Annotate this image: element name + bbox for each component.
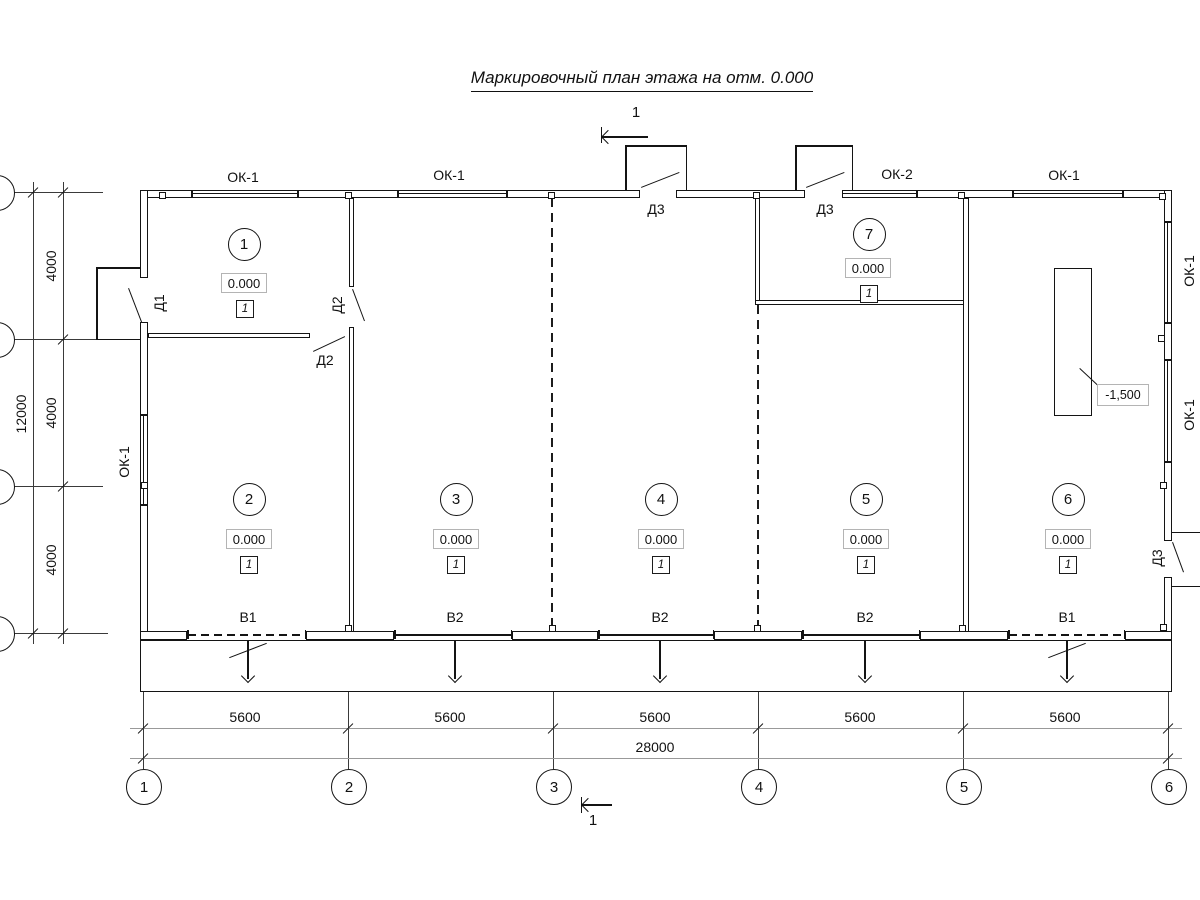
- vent-end-tick: [802, 630, 804, 639]
- dimension-value: 5600: [639, 709, 671, 725]
- wall-pier: [1125, 631, 1172, 640]
- wall-pier: [512, 631, 598, 640]
- section-arrow-left-icon: [581, 798, 595, 812]
- vent-end-tick: [394, 630, 396, 639]
- dimension-value: 4000: [43, 397, 59, 429]
- porch-wall: [686, 145, 688, 190]
- dimension-value: 5600: [229, 709, 261, 725]
- pit-outline: [1054, 268, 1092, 416]
- window-symbol: [1164, 360, 1172, 462]
- dashed-partition-line: [757, 305, 759, 631]
- room-zone-box: 1: [236, 300, 254, 318]
- vent-label: В2: [446, 609, 464, 625]
- grid-bubble: 4: [741, 769, 777, 805]
- wall-segment: [140, 190, 148, 278]
- axis-junction-marker: [959, 625, 966, 632]
- vent-end-tick: [598, 630, 600, 639]
- grid-bubble: 6: [1151, 769, 1187, 805]
- door-label: Д3: [1149, 549, 1165, 567]
- vent-label: В1: [1058, 609, 1076, 625]
- exterior-step-line: [1172, 532, 1200, 533]
- vent-opening-line: [803, 634, 919, 636]
- vent-opening-line: [599, 634, 713, 636]
- axis-junction-marker: [345, 625, 352, 632]
- door-label: Д2: [316, 352, 334, 368]
- room-number-bubble: 4: [645, 483, 678, 516]
- partition-wall: [963, 198, 969, 632]
- grid-bubble: [0, 469, 15, 505]
- vent-opening-line: [1009, 634, 1124, 636]
- axis-junction-marker: [159, 192, 166, 199]
- vent-end-tick: [187, 630, 189, 639]
- window-symbol: [192, 190, 298, 198]
- room-elevation: 0.000: [221, 273, 267, 293]
- door-leaf-d3: [641, 172, 680, 188]
- porch-wall: [96, 339, 140, 341]
- axis-junction-marker: [549, 625, 556, 632]
- wall-segment: [1164, 323, 1172, 360]
- vent-end-tick: [511, 630, 513, 639]
- room-number-bubble: 3: [440, 483, 473, 516]
- window-label: ОК-2: [881, 166, 913, 182]
- room-number-bubble: 7: [853, 218, 886, 251]
- porch-wall: [96, 267, 140, 269]
- dimension-line: [63, 182, 64, 644]
- axis-junction-marker: [958, 192, 965, 199]
- room-zone-box: 1: [447, 556, 465, 574]
- pit-elevation-label: -1,500: [1097, 384, 1149, 406]
- axis-junction-marker: [548, 192, 555, 199]
- window-label: ОК-1: [1048, 167, 1080, 183]
- axis-junction-marker: [345, 192, 352, 199]
- wall-segment: [1164, 462, 1172, 541]
- dimension-line: [130, 728, 1182, 729]
- window-label: ОК-1: [227, 169, 259, 185]
- vent-end-tick: [919, 630, 921, 639]
- window-symbol: [398, 190, 507, 198]
- room-number-bubble: 2: [233, 483, 266, 516]
- wall-pier: [140, 631, 187, 640]
- room-zone-box: 1: [1059, 556, 1077, 574]
- blind-area-band: [140, 640, 1172, 692]
- axis-junction-marker: [1160, 624, 1167, 631]
- room-number-bubble: 5: [850, 483, 883, 516]
- door-label: Д3: [647, 201, 665, 217]
- window-symbol: [140, 415, 148, 505]
- porch-wall: [795, 145, 797, 190]
- dimension-value: 4000: [43, 250, 59, 282]
- vent-opening-line: [395, 634, 511, 636]
- extension-line: [13, 192, 103, 193]
- grid-bubble: 2: [331, 769, 367, 805]
- grid-bubble: 5: [946, 769, 982, 805]
- door-leaf-d1: [128, 288, 142, 323]
- porch-wall: [96, 267, 98, 340]
- room-elevation: 0.000: [845, 258, 891, 278]
- section-arrow-left-icon: [601, 130, 615, 144]
- dimension-total: 28000: [635, 739, 675, 755]
- dimension-line: [130, 758, 1182, 759]
- wall-pier: [306, 631, 394, 640]
- wall-segment: [507, 190, 640, 198]
- room-elevation: 0.000: [1045, 529, 1091, 549]
- section-mark-label: 1: [588, 812, 598, 829]
- door-label: Д3: [816, 201, 834, 217]
- axis-junction-marker: [753, 192, 760, 199]
- door-leaf-d3: [806, 172, 845, 188]
- wall-segment: [140, 505, 148, 640]
- vent-end-tick: [305, 630, 307, 639]
- porch-wall: [852, 145, 854, 190]
- vent-end-tick: [1124, 630, 1126, 639]
- dimension-value: 5600: [844, 709, 876, 725]
- window-symbol: [842, 190, 917, 198]
- room-zone-box: 1: [240, 556, 258, 574]
- room-number-bubble: 6: [1052, 483, 1085, 516]
- dimension-line: [33, 182, 34, 644]
- wall-pier: [920, 631, 1008, 640]
- dimension-total: 12000: [13, 394, 29, 434]
- porch-wall: [625, 145, 627, 190]
- partition-wall: [349, 198, 354, 287]
- grid-bubble: [0, 322, 15, 358]
- grid-bubble: 3: [536, 769, 572, 805]
- room-elevation: 0.000: [843, 529, 889, 549]
- room-elevation: 0.000: [638, 529, 684, 549]
- wall-segment: [917, 190, 1013, 198]
- partition-wall: [349, 327, 354, 632]
- grid-bubble: [0, 616, 15, 652]
- room-elevation: 0.000: [226, 529, 272, 549]
- door-label: Д2: [329, 296, 345, 314]
- vent-opening-line: [188, 634, 305, 636]
- porch-wall: [625, 145, 687, 147]
- vent-label: В2: [856, 609, 874, 625]
- porch-wall: [795, 145, 853, 147]
- window-label: ОК-1: [1181, 255, 1197, 287]
- door-label: Д1: [151, 294, 167, 312]
- dashed-partition-line: [551, 198, 553, 631]
- vent-label: В1: [239, 609, 257, 625]
- window-label: ОК-1: [1181, 399, 1197, 431]
- vent-label: В2: [651, 609, 669, 625]
- partition-wall: [148, 333, 310, 338]
- window-label: ОК-1: [433, 167, 465, 183]
- partition-wall: [755, 198, 760, 305]
- dimension-value: 4000: [43, 544, 59, 576]
- room-zone-box: 1: [652, 556, 670, 574]
- grid-bubble: [0, 175, 15, 211]
- wall-segment: [140, 322, 148, 415]
- room-zone-box: 1: [860, 285, 878, 303]
- wall-segment: [676, 190, 805, 198]
- wall-pier: [714, 631, 802, 640]
- window-label: ОК-1: [116, 446, 132, 478]
- door-leaf-d3: [1172, 542, 1184, 572]
- exterior-step-line: [1172, 586, 1200, 587]
- extension-line: [13, 486, 103, 487]
- section-mark-label: 1: [631, 104, 641, 121]
- axis-junction-marker: [1159, 193, 1166, 200]
- extension-line: [13, 339, 96, 340]
- axis-junction-marker: [141, 482, 148, 489]
- room-elevation: 0.000: [433, 529, 479, 549]
- axis-junction-marker: [1160, 482, 1167, 489]
- axis-junction-marker: [754, 625, 761, 632]
- dimension-value: 5600: [1049, 709, 1081, 725]
- vent-end-tick: [1008, 630, 1010, 639]
- vent-end-tick: [713, 630, 715, 639]
- page-title: Маркировочный план этажа на отм. 0.000: [392, 68, 892, 92]
- window-symbol: [1013, 190, 1123, 198]
- door-leaf-d2: [352, 289, 365, 321]
- room-number-bubble: 1: [228, 228, 261, 261]
- door-leaf-d2: [313, 336, 345, 352]
- grid-bubble: 1: [126, 769, 162, 805]
- window-symbol: [1164, 222, 1172, 323]
- room-zone-box: 1: [857, 556, 875, 574]
- dimension-value: 5600: [434, 709, 466, 725]
- axis-junction-marker: [1158, 335, 1165, 342]
